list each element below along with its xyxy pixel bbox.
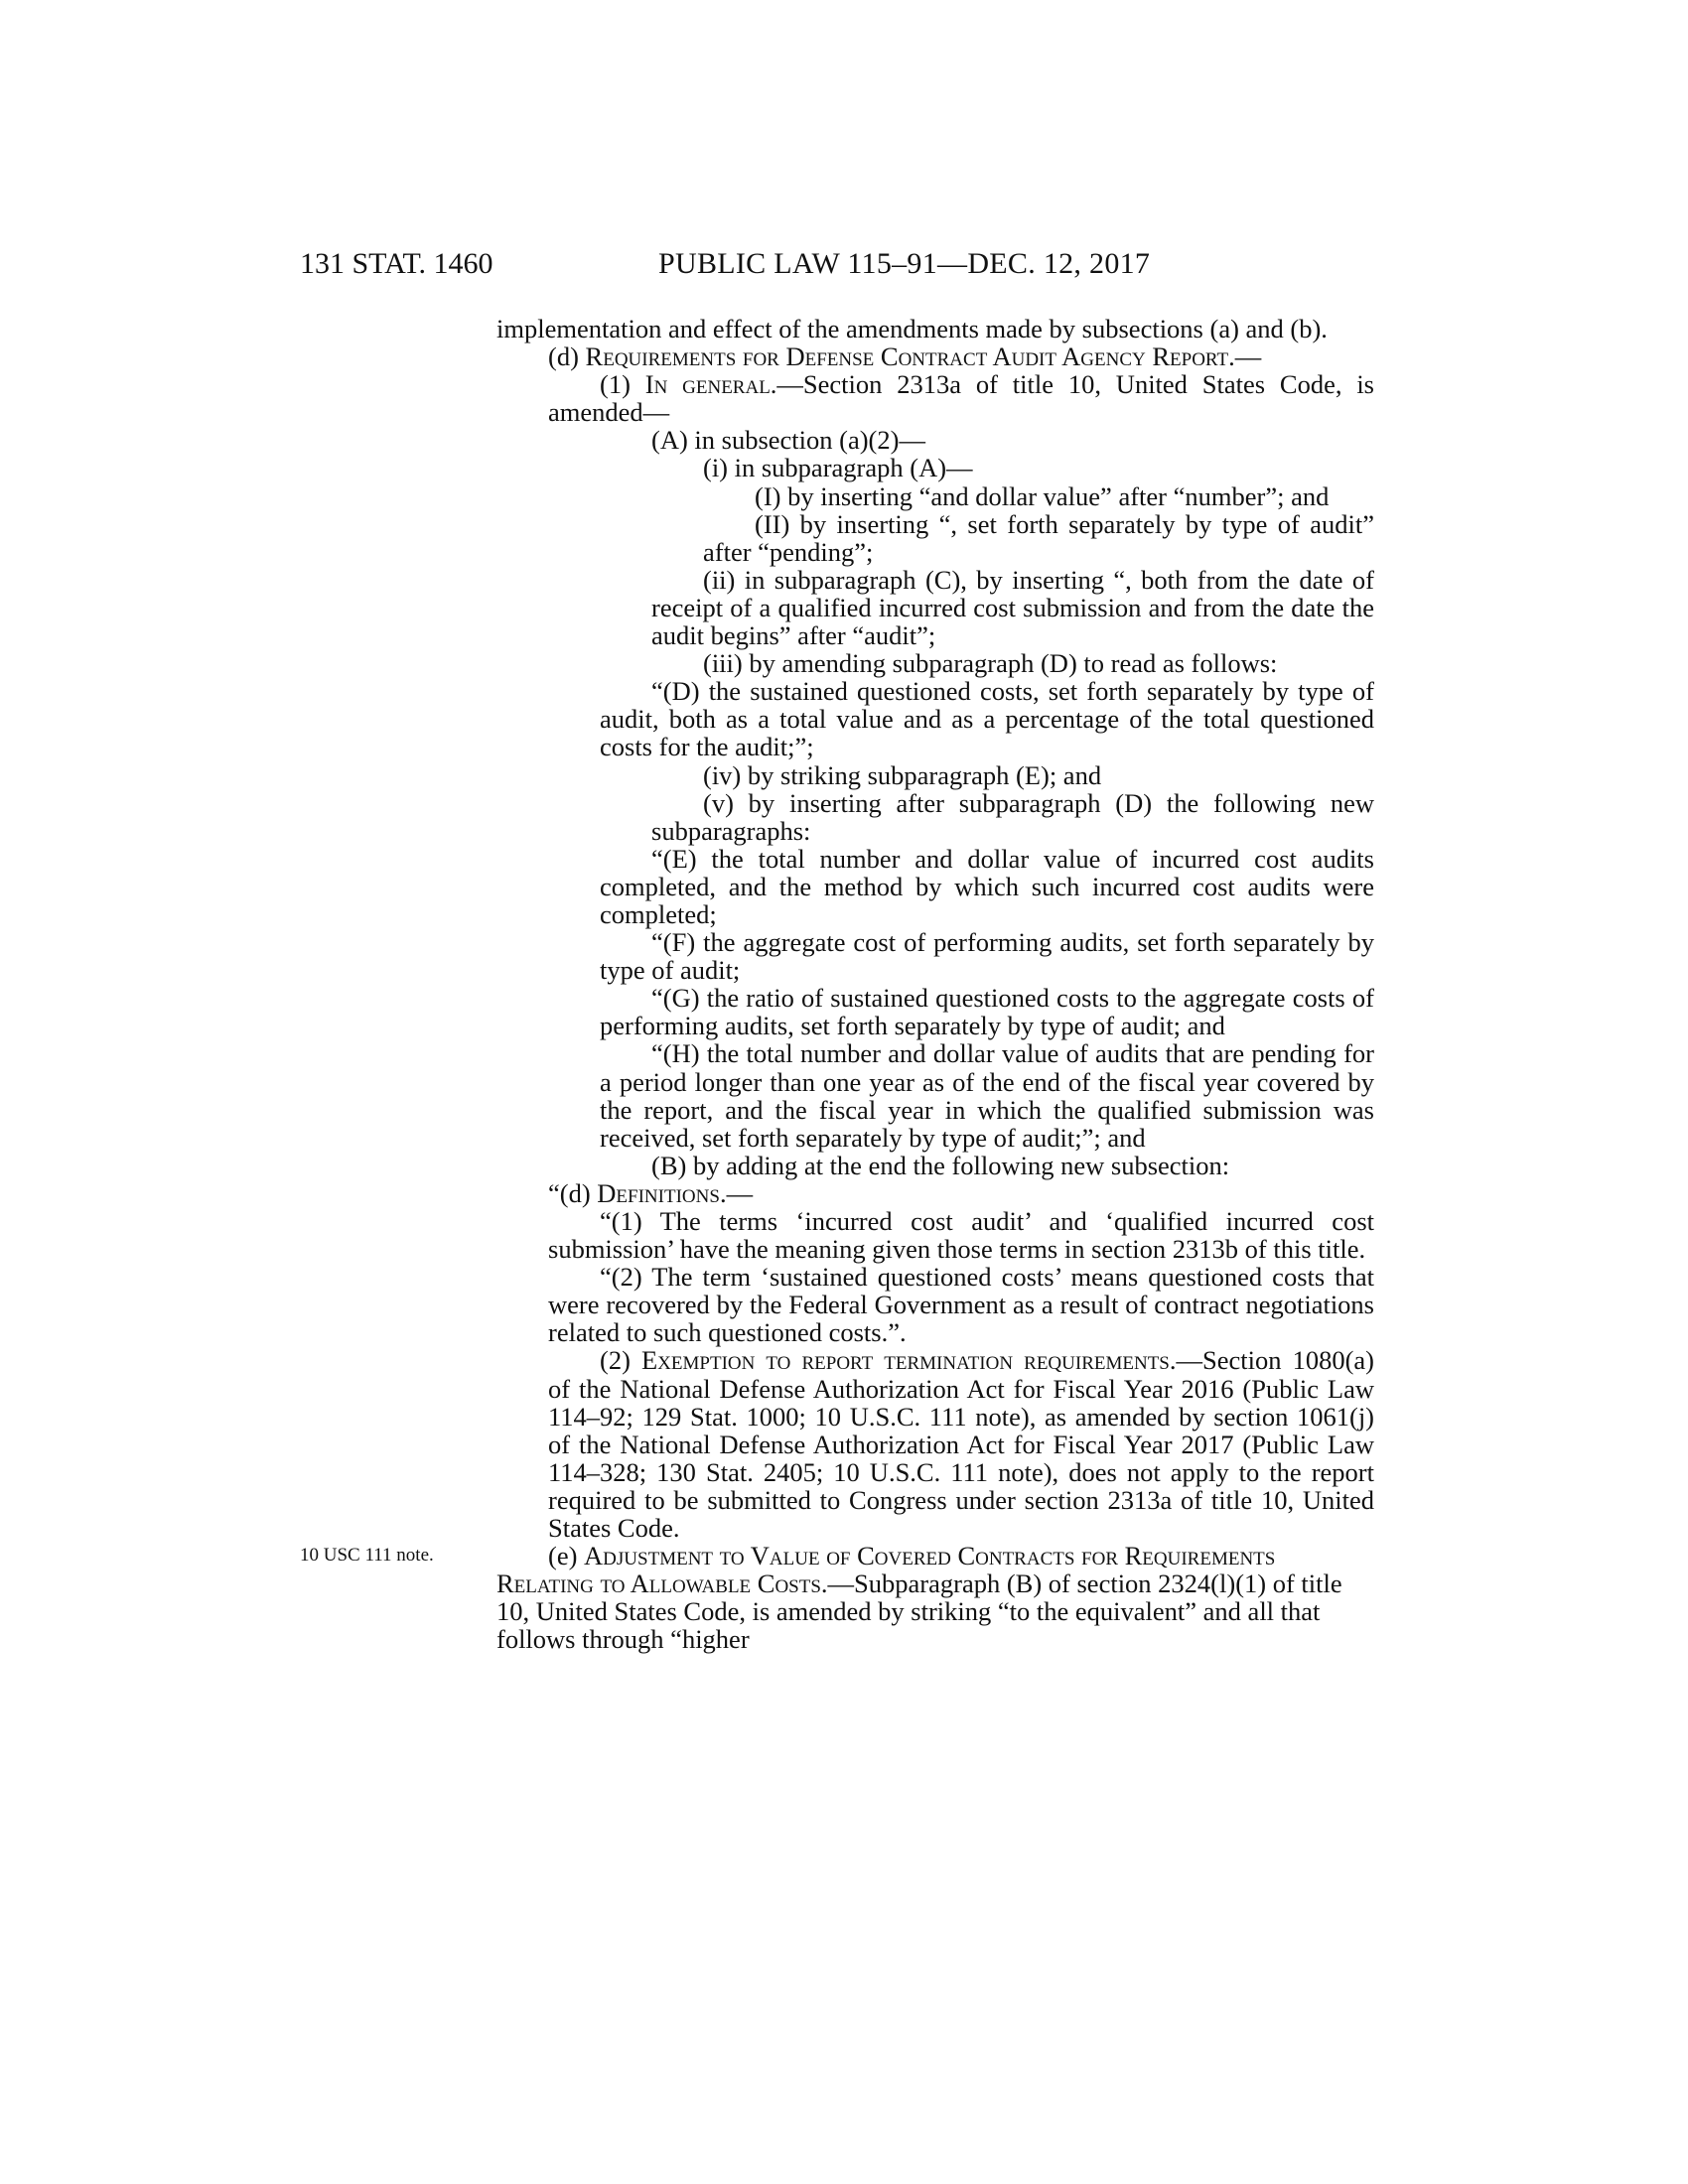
clause-I: (I) by inserting “and dollar value” after “number”; and [755, 480, 1330, 511]
quoted-subparagraph-D: “(D) the sustained questioned costs, set forth separately by type of audit, both as a total value and as a percentage of the total questioned costs for the audit;”; [600, 676, 1374, 762]
subsection-e-adjustment: (e) Adjustment to Value of Covered Contracts for Requirements Relating to Allowable Costs.—Subparagraph (B) of section 2324(l)(1) of title 10, United States Code, is amended by striking “to the equivalent” and all that follows through “higher [496, 1541, 1342, 1655]
statute-body [496, 315, 1374, 1654]
quoted-subparagraph-G: “(G) the ratio of sustained questioned costs to the aggregate costs of performing audits, set forth separately by type of audit; and [600, 983, 1374, 1041]
clause-i: (i) in subparagraph (A)— [703, 453, 973, 483]
quoted-subparagraph-H: “(H) the total number and dollar value of audits that are pending for a period longer than one year as of the end of the fiscal year covered by the report, and the fiscal year in which the qualified submission was received, set forth separately by type of audit;”; and [600, 1038, 1374, 1153]
quoted-subsection-d-definitions: “(d) Definitions.— [548, 1177, 754, 1208]
paragraph-1-in-general: (1) In general.—Section 2313a of title 10, United States Code, is amended— [548, 369, 1374, 428]
clause-iii: (iii) by amending subparagraph (D) to read as follows: [703, 648, 1278, 679]
definition-1: “(1) The terms ‘incurred cost audit’ and ‘qualified incurred cost submission’ have the meaning given those terms in section 2313b of this title. [548, 1206, 1374, 1265]
clause-iv: (iv) by striking subparagraph (E); and [703, 759, 1102, 790]
paragraph-continuation: implementation and effect of the amendments made by subsections (a) and (b). [496, 314, 1328, 343]
stat-page-number: 131 STAT. 1460 [300, 247, 493, 280]
clause-II: (II) by inserting “, set forth separately by type of audit” after “pending”; [703, 508, 1374, 567]
clause-B: (B) by adding at the end the following new subsection: [651, 1150, 1230, 1180]
clause-ii: (ii) in subparagraph (C), by inserting “, both from the date of receipt of a qualified incurred cost submission and from the date the audit begins” after “audit”; [651, 564, 1374, 651]
paragraph-2-exemption: (2) Exemption to report termination requirements.—Section 1080(a) of the National Defense Authorization Act for Fiscal Year 2016 (Public Law 114–92; 129 Stat. 1000; 10 U.S.C. 111 note), as amended by section 1061(j) of the National Defense Authorization Act for Fiscal Year 2017 (Public Law 114–328; 130 Stat. 2405; 10 U.S.C. 111 note), does not apply to the report required to be submitted to Congress under section 2313a of title 10, United States Code. [548, 1345, 1374, 1544]
subsection-d-heading: (d) Requirements for Defense Contract Audit Agency Report.— [548, 341, 1262, 372]
margin-note: 10 USC 111 note. [300, 1545, 434, 1566]
public-law-citation: PUBLIC LAW 115–91—DEC. 12, 2017 [658, 247, 1151, 280]
running-header [0, 244, 1688, 284]
quoted-subparagraph-E: “(E) the total number and dollar value of incurred cost audits completed, and the method by which such incurred cost audits were completed; [600, 843, 1374, 929]
clause-A: (A) in subsection (a)(2)— [651, 425, 925, 456]
quoted-subparagraph-F: “(F) the aggregate cost of performing audits, set forth separately by type of audit; [600, 927, 1374, 986]
definition-2: “(2) The term ‘sustained questioned costs’ means questioned costs that were recovered by the Federal Government as a result of contract negotiations related to such questioned costs.”. [548, 1262, 1374, 1348]
clause-v: (v) by inserting after subparagraph (D) the following new subparagraphs: [651, 787, 1374, 846]
